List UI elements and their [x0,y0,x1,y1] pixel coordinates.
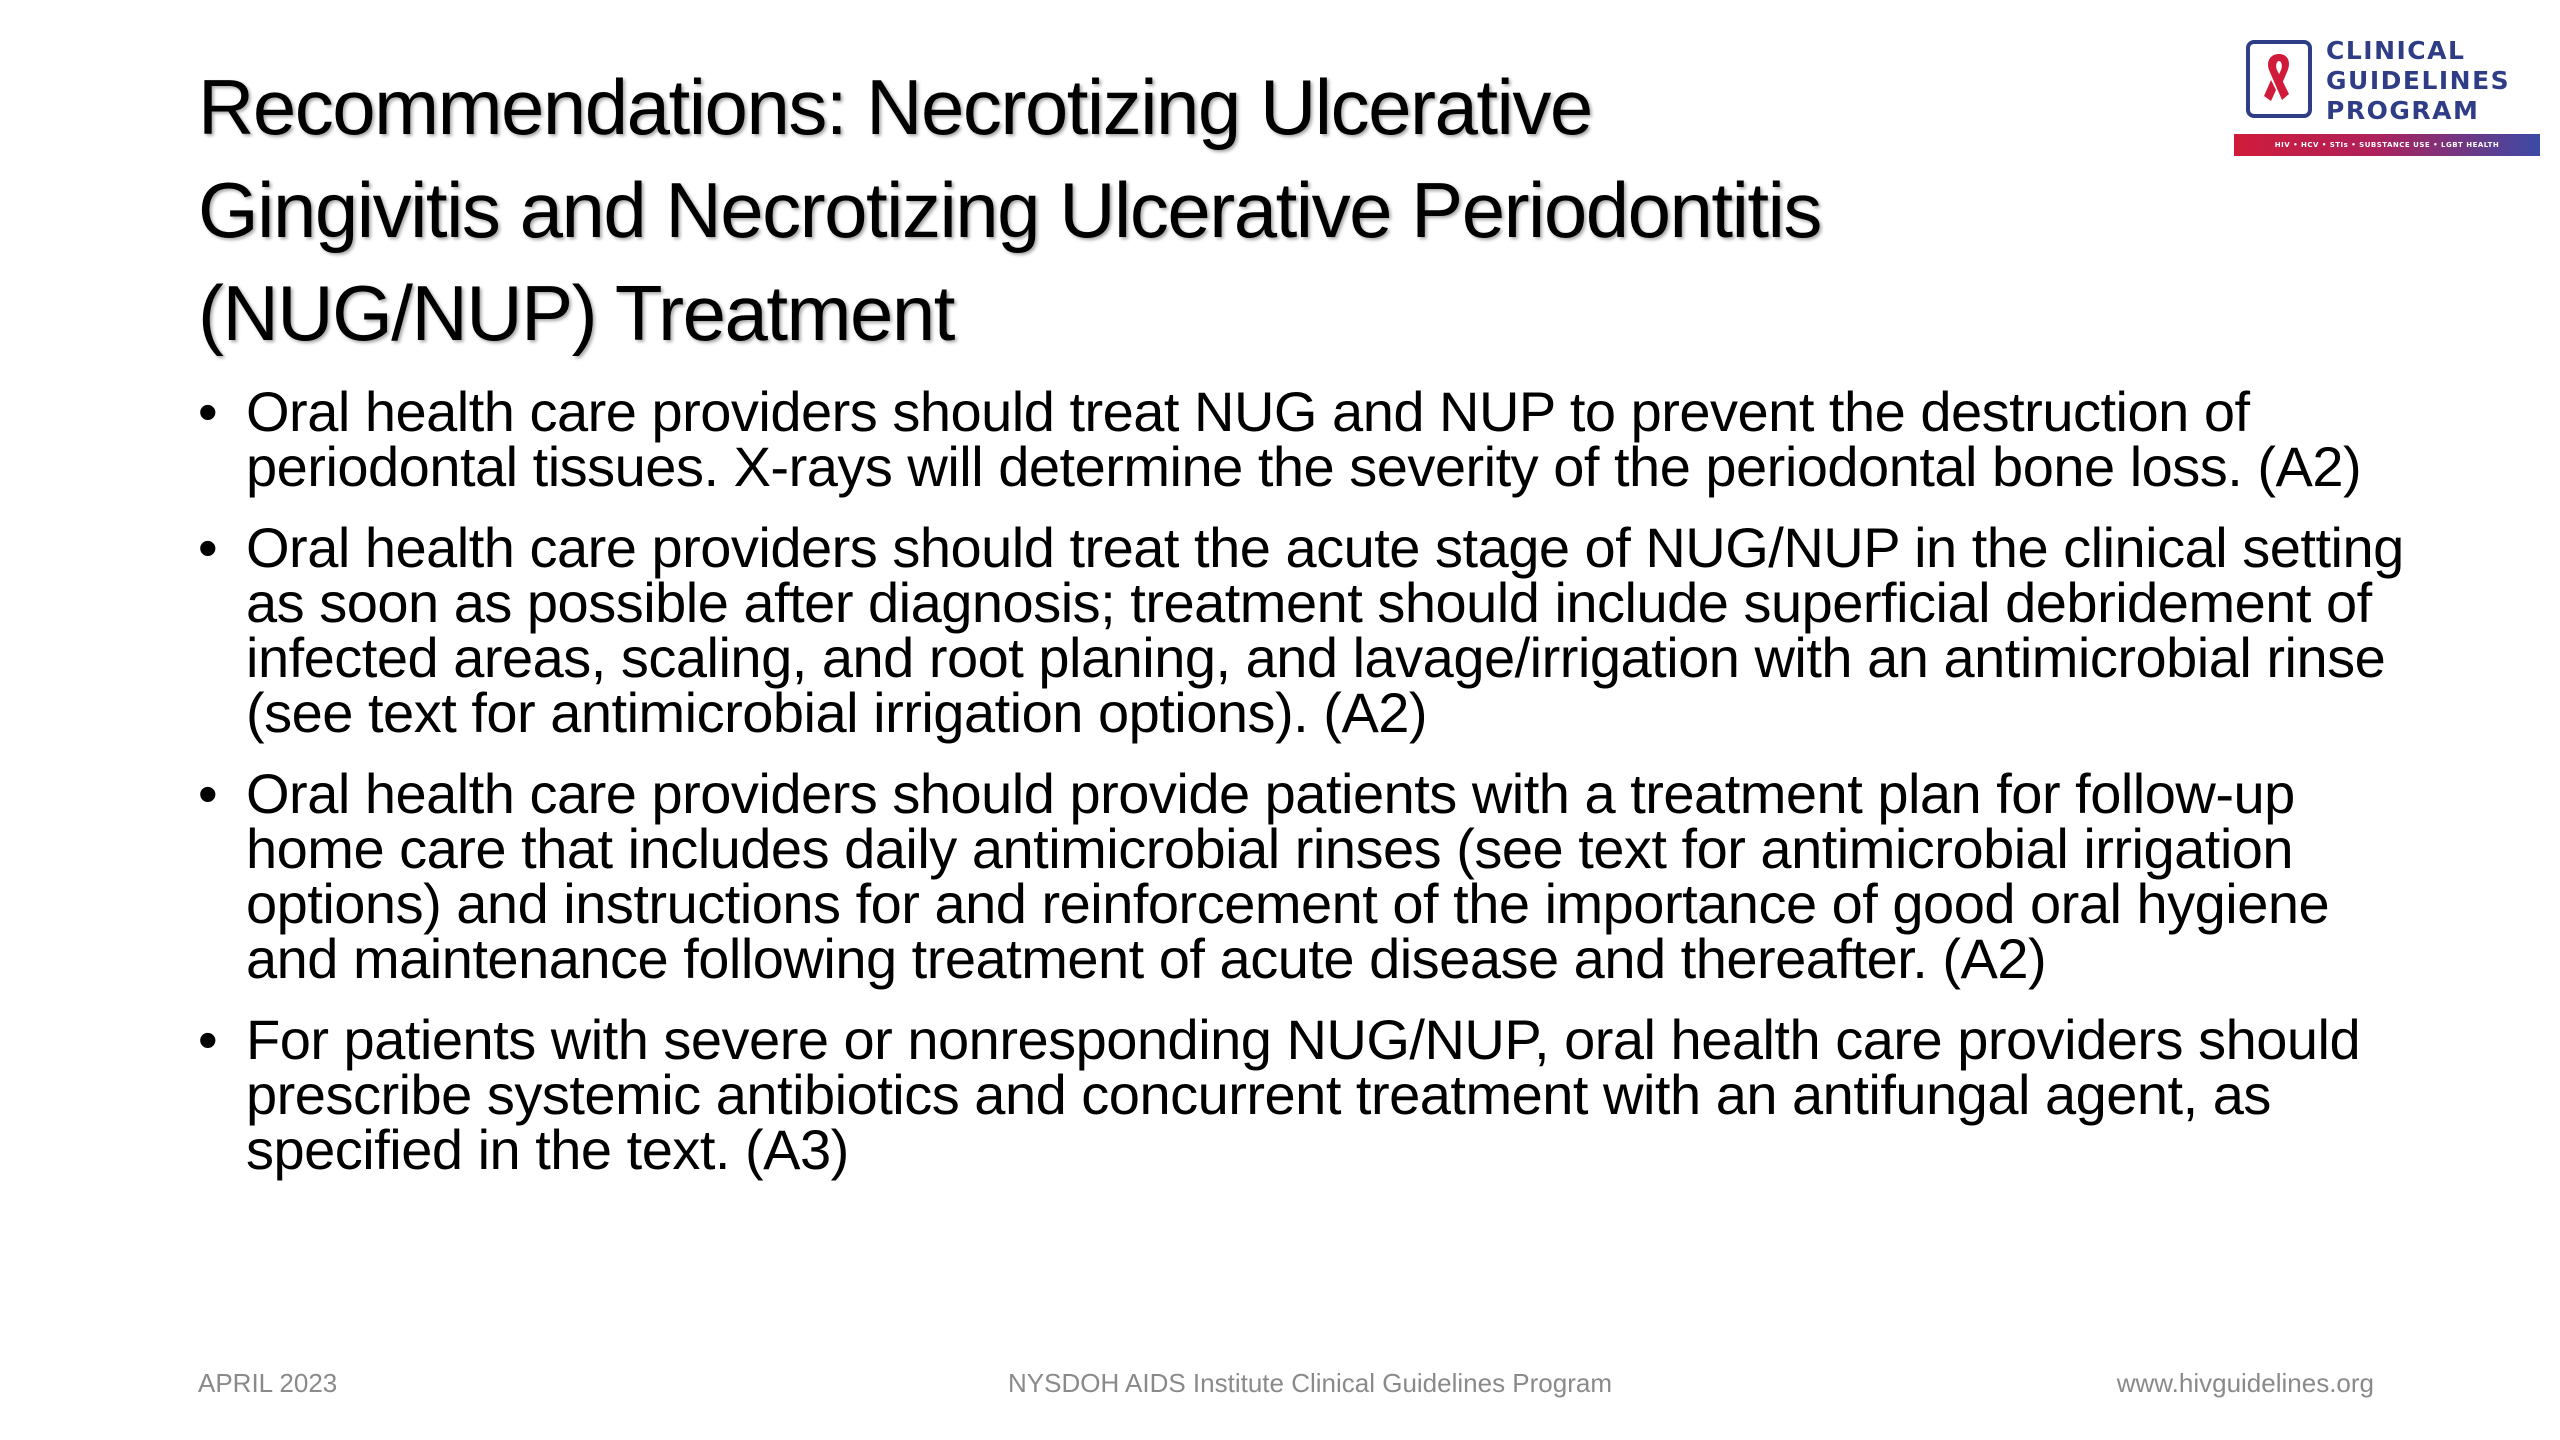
recommendation-text: For patients with severe or nonresponding NUG/NUP, oral health care providers should prescribe systemic antibiotics and concurrent treatment with an antifungal agent, as specified in the text. (A3) [246,1008,2361,1181]
recommendation-text: Oral health care providers should provide patients with a treatment plan for follow-up home care that includes daily antimicrobial rinses (see text for antimicrobial irrigation options) and instructions for and reinforcement of the importance of good oral hygiene and maintenance following treatment of acute disease and thereafter. (A2) [246,762,2330,990]
footer-url: www.hivguidelines.org [2116,1368,2374,1398]
recommendation-item-4 [198,1008,2428,1181]
bullet-marker: • [198,1008,218,1071]
title-line-2: Gingivitis and Necrotizing Ulcerative Periodontitis [198,166,1821,254]
red-ribbon-icon [2256,50,2302,108]
clinical-guidelines-program-logo [2234,34,2542,162]
footer-date: APRIL 2023 [198,1368,338,1398]
logo-line-3: PROGRAM [2326,96,2480,125]
bullet-marker: • [198,380,218,443]
bullet-marker: • [198,516,218,579]
recommendation-text: Oral health care providers should treat the acute stage of NUG/NUP in the clinical setting as soon as possible after diagnosis; treatment should include superficial debridement of infected areas, scaling, and root planing, and lavage/irrigation with an antimicrobial rinse (see text for antimicrobial irrigation options). (A2) [246,516,2404,744]
footer-program: NYSDOH AIDS Institute Clinical Guidelines Program [1007,1368,1612,1398]
recommendation-item-1 [198,380,2428,498]
recommendation-item-2 [198,516,2428,744]
title-line-1: Recommendations: Necrotizing Ulcerative [198,63,1592,151]
logo-badge [2246,40,2312,118]
recommendation-list [198,380,2428,1203]
slide-title [198,56,2158,365]
logo-wordmark [2326,36,2510,126]
recommendation-item-3 [198,762,2428,990]
recommendation-text: Oral health care providers should treat NUG and NUP to prevent the destruction of periodontal tissues. X-rays will determine the severity of the periodontal bone loss. (A2) [246,380,2362,498]
logo-line-1: CLINICAL [2326,36,2466,65]
title-line-3: (NUG/NUP) Treatment [198,269,954,357]
logo-line-2: GUIDELINES [2326,66,2511,95]
bullet-marker: • [198,762,218,825]
logo-tagline-bar: HIV • HCV • STIs • SUBSTANCE USE • LGBT HEALTH [2234,134,2540,156]
